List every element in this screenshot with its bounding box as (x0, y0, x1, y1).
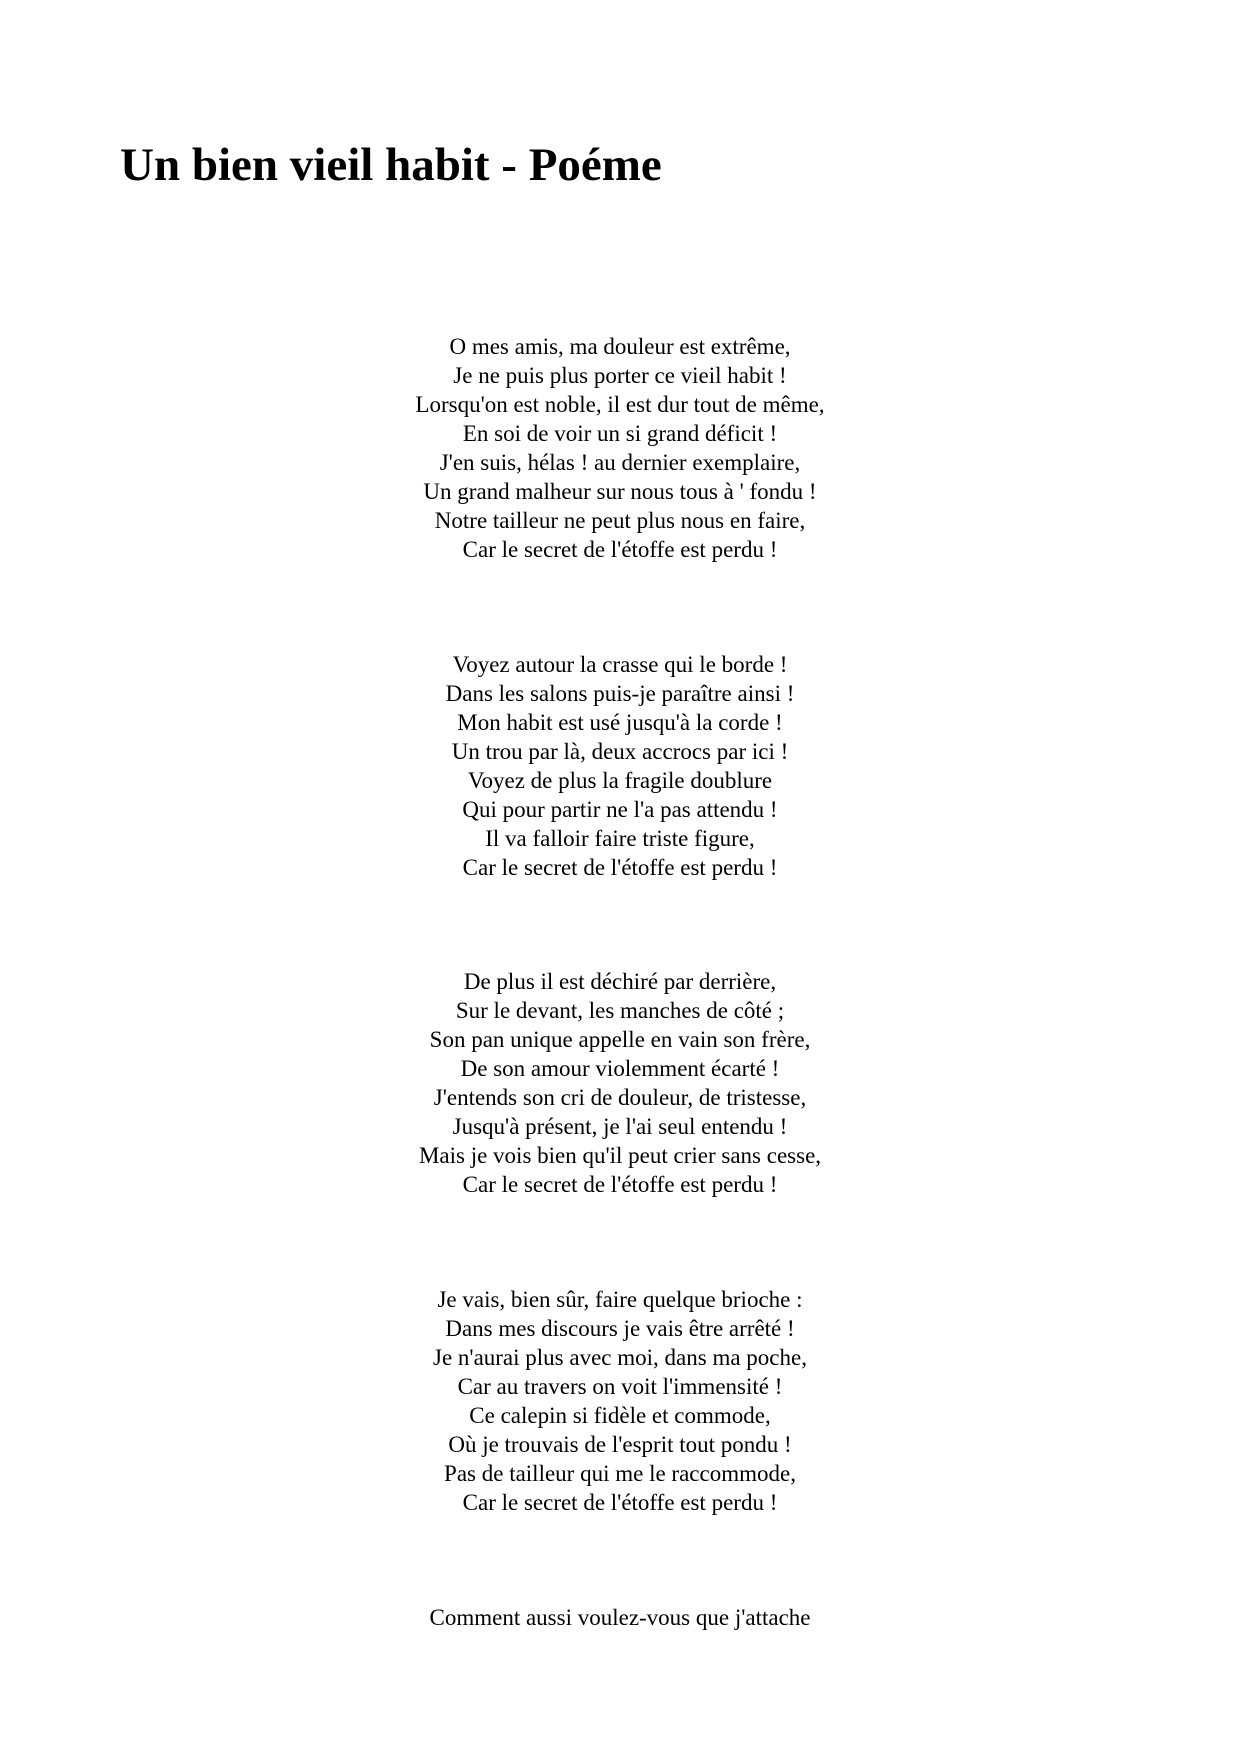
verse-line: De son amour violemment écarté ! (460, 1056, 780, 1081)
verse-line: Car le secret de l'étoffe est perdu ! (462, 1172, 778, 1197)
verse-line: Car le secret de l'étoffe est perdu ! (462, 855, 778, 880)
verse-line: Mon habit est usé jusqu'à la corde ! (457, 710, 783, 735)
verse-line: Lorsqu'on est noble, il est dur tout de même, (415, 392, 825, 417)
verse-line: Car le secret de l'étoffe est perdu ! (462, 1490, 778, 1515)
verse-line: De plus il est déchiré par derrière, (463, 969, 777, 994)
poem-title: Un bien vieil habit - Poéme (120, 139, 662, 191)
verse-line: Un grand malheur sur nous tous à ' fondu ! (423, 479, 817, 504)
verse-line: O mes amis, ma douleur est extrême, (449, 334, 791, 359)
stanza-4 (0, 1285, 1240, 1517)
verse-line: Mais je vois bien qu'il peut crier sans cesse, (418, 1143, 822, 1168)
verse-line: Dans mes discours je vais être arrêté ! (445, 1316, 795, 1341)
stanza-1 (0, 332, 1240, 564)
verse-line: Son pan unique appelle en vain son frère, (429, 1027, 811, 1052)
verse-line: Je ne puis plus porter ce vieil habit ! (453, 363, 787, 388)
stanza-5 (0, 1603, 1240, 1632)
verse-line: Un trou par là, deux accrocs par ici ! (451, 739, 789, 764)
verse-line: Car au travers on voit l'immensité ! (457, 1374, 783, 1399)
verse-line: Notre tailleur ne peut plus nous en faire, (434, 508, 806, 533)
stanza-3 (0, 967, 1240, 1199)
verse-line: Je n'aurai plus avec moi, dans ma poche, (433, 1345, 807, 1370)
verse-line: Sur le devant, les manches de côté ; (455, 998, 785, 1023)
verse-line: Voyez de plus la fragile doublure (467, 768, 773, 793)
verse-line: Où je trouvais de l'esprit tout pondu ! (448, 1432, 792, 1457)
verse-line: Comment aussi voulez-vous que j'attache (429, 1605, 811, 1630)
verse-line: Voyez autour la crasse qui le borde ! (452, 652, 788, 677)
verse-line: J'en suis, hélas ! au dernier exemplaire, (439, 450, 801, 475)
stanza-2 (0, 650, 1240, 882)
verse-line: Qui pour partir ne l'a pas attendu ! (462, 797, 778, 822)
verse-line: Car le secret de l'étoffe est perdu ! (462, 537, 778, 562)
verse-line: Il va falloir faire triste figure, (485, 826, 755, 851)
verse-line: Ce calepin si fidèle et commode, (469, 1403, 771, 1428)
verse-line: J'entends son cri de douleur, de tristesse, (433, 1085, 807, 1110)
verse-line: En soi de voir un si grand déficit ! (462, 421, 778, 446)
verse-line: Pas de tailleur qui me le raccommode, (444, 1461, 796, 1486)
verse-line: Dans les salons puis-je paraître ainsi ! (445, 681, 795, 706)
verse-line: Je vais, bien sûr, faire quelque brioche : (437, 1287, 803, 1312)
verse-line: Jusqu'à présent, je l'ai seul entendu ! (452, 1114, 788, 1139)
